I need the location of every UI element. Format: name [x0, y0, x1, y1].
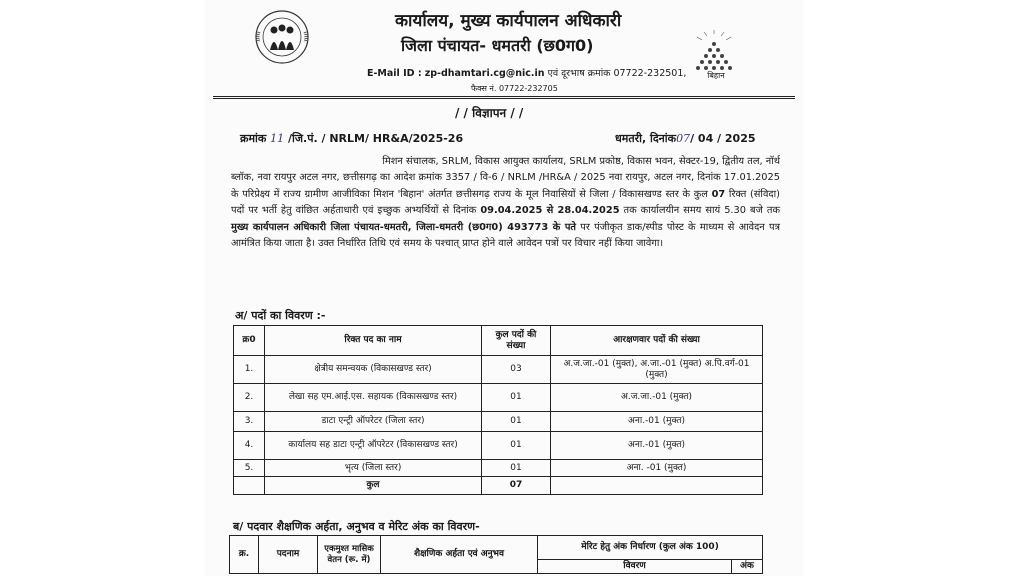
col-serial: क्र0 — [234, 326, 265, 356]
table-row: 2. लेखा सह एम.आई.एस. सहायक (विकासखण्ड स्तर) 01 अ.ज.जा.-01 (मुक्त) — [234, 384, 763, 412]
table-row: 3. डाटा एन्ट्री ऑपरेटर (जिला स्तर) 01 अना.-01 (मुक्त) — [234, 412, 763, 432]
notice-heading: / / विज्ञापन / / — [455, 106, 524, 120]
office-subtitle: जिला पंचायत- धमतरी (छ0ग0) — [401, 36, 594, 55]
office-title: कार्यालय, मुख्य कार्यपालन अधिकारी — [395, 11, 622, 31]
table-row: 4. कार्यालय सह डाटा एन्ट्री ऑपरेटर (विकासखण्ड स्तर) 01 अना.-01 (मुक्त) — [234, 432, 763, 460]
handwritten-day: 07 — [676, 132, 691, 145]
total-value: 07 — [482, 477, 551, 495]
col-post-count: कुल पदों की संख्या — [482, 326, 551, 356]
table-row: 5. भृत्य (जिला स्तर) 01 अना. -01 (मुक्त) — [234, 460, 763, 477]
emblem-label: बिहान — [707, 71, 725, 80]
mission-logo-icon — [253, 8, 311, 66]
notice-paragraph: मिशन संचालक, SRLM, विकास आयुक्त कार्यालय, SRLM प्रकोष्ठ, विकास भवन, सेक्टर-19, द्वितीय तल, नॉर्थ ब्लॉक, नवा रायपुर अटल नगर, छत्तीसगढ़ का आदेश क्रमांक 3357 / वि-6 / NRLM /HR&A / 2025 नवा रायपुर, अटल नगर, दिनांक 17.01.2025 के परिप्रेक्ष्य में राज्य ग्रामीण आजीविका मिशन 'बिहान' अंतर्गत छत्तीसगढ़ राज्य के मूल निवासियों से जिला / विकासखण्ड स्तर के कुल 07 रिक्त (संविदा) पदों पर भर्ती हेतु वांछित अर्हताधारी एवं इच्छुक अभ्यर्थियों से दिनांक 09.04.2025 से 28.04.2025 तक कार्यालयीन समय सायं 5.30 बजे तक मुख्य कार्यपालन अधिकारी जिला पंचायत-धमतरी, जिला-धमतरी (छ0ग0) 493773 के पते पर पंजीकृत डाक/स्पीड पोस्ट के माध्यम से आवेदन पत्र आमंत्रित किया जाता है। उक्त निर्धारित तिथि एवं समय के पश्चात् प्राप्त होने वाले आवेदन पत्रों पर विचार नहीं किया जावेगा। — [231, 156, 780, 250]
section-b-title: ब/ पदवार शैक्षणिक अर्हता, अनुभव व मेरिट अंक का विवरण- — [233, 520, 480, 533]
col-merit-marks: अंक — [732, 560, 763, 574]
col-salary: एकमुश्त मासिक वेतन (रू. में) — [318, 536, 381, 574]
contact-line: E-Mail ID : zp-dhamtari.cg@nic.in एवं दूरभाष क्रमांक 07722-232501, — [367, 68, 687, 79]
col-merit: मेरिट हेतु अंक निर्धारण (कुल अंक 100) — [538, 536, 763, 560]
reference-number: क्रमांक 11 /जि.पं. / NRLM/ HR&A/2025-26 — [240, 132, 464, 145]
email-address: zp-dhamtari.cg@nic.in — [424, 68, 545, 79]
notice-date: धमतरी, दिनांक07/ 04 / 2025 — [615, 132, 756, 145]
header-divider — [213, 96, 795, 97]
handwritten-number: 11 — [270, 132, 285, 145]
col-qualification: शैक्षणिक अर्हता एवं अनुभव — [381, 536, 538, 574]
col-serial-b: क्र. — [230, 536, 259, 574]
col-post-name: रिक्त पद का नाम — [265, 326, 482, 356]
header-divider-2 — [213, 98, 795, 99]
posts-table — [233, 325, 763, 495]
notice-page — [205, 0, 803, 576]
col-designation: पदनाम — [259, 536, 318, 574]
table-row: 1. क्षेत्रीय समन्वयक (विकासखण्ड स्तर) 03 अ.ज.जा.-01 (मुक्त), अ.जा.-01 (मुक्त) अ.पि.वर्ग-01 (मुक्त) — [234, 356, 763, 384]
fax-line: फैक्स नं. 07722-232705 — [471, 84, 558, 93]
col-reservation: आरक्षणवार पदों की संख्या — [551, 326, 763, 356]
total-row — [234, 477, 763, 495]
col-merit-detail: विवरण — [538, 560, 732, 574]
section-a-title: अ/ पदों का विवरण :- — [235, 309, 326, 322]
total-label: कुल — [265, 477, 482, 495]
qualification-table — [229, 535, 763, 574]
